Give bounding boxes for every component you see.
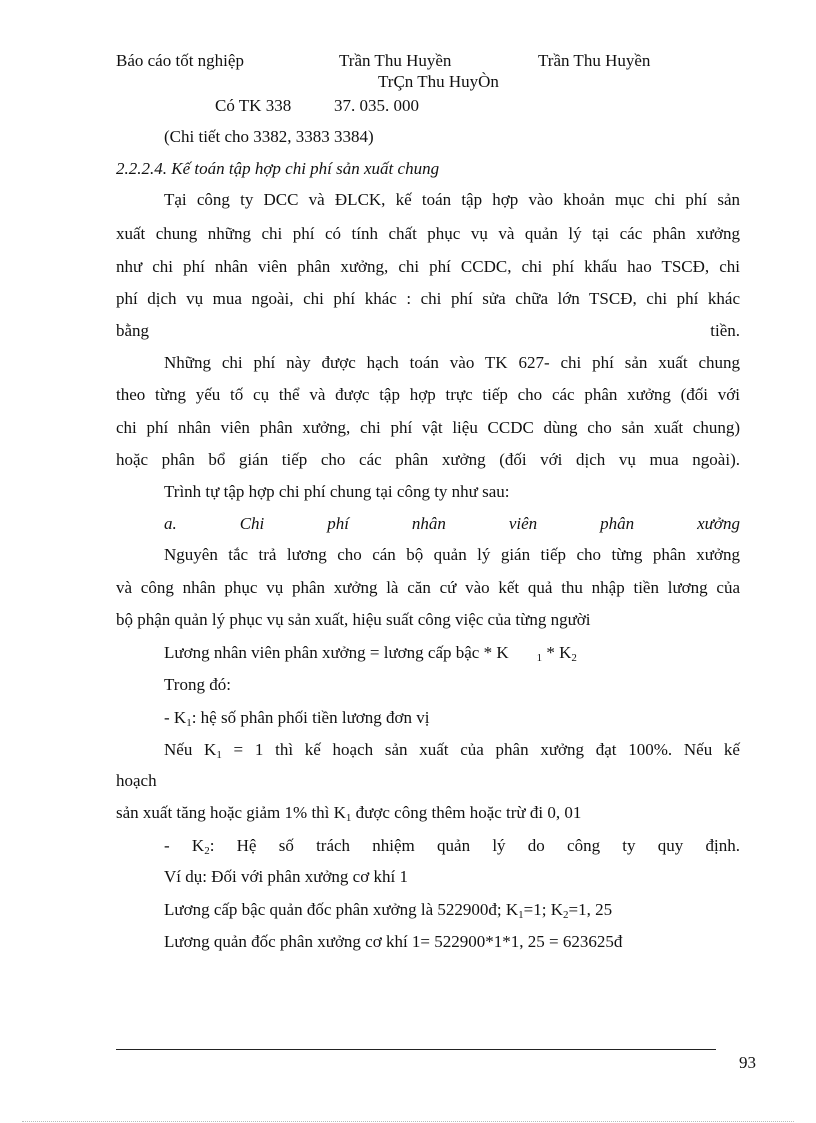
paragraph-line: và công nhân phục vụ phân xưởng là căn cứ vào kết quả thu nhập tiền lương của [116, 578, 740, 597]
neu-prefix: Nếu K [164, 740, 217, 759]
footer-divider [116, 1049, 716, 1050]
paragraph-line: hoạch [116, 771, 157, 790]
section-heading: 2.2.2.4. Kế toán tập hợp chi phí sản xuất chung [116, 159, 440, 178]
salary-formula [164, 643, 577, 663]
page-bottom-border [22, 1121, 794, 1122]
paragraph-line: Trong đó: [164, 675, 231, 694]
base-salary-line [164, 900, 612, 920]
sx-text: được công thêm hoặc trừ đi 0, 01 [351, 803, 582, 822]
sx-subscript: 1 [345, 812, 352, 824]
neu-subscript: 1 [216, 749, 222, 761]
base-salary-end: =1, 25 [568, 900, 613, 919]
neu-text: = 1 thì kế hoạch sản xuất của phân xưởng đạt 100%. Nếu kế [221, 740, 740, 759]
paragraph-line: hoặc phân bổ gián tiếp cho các phân xưởng (đối với dịch vụ mua ngoài). [116, 450, 740, 469]
paragraph-line: xuất chung những chi phí có tính chất phục vụ và quản lý tại các phân xưởng [116, 224, 740, 243]
sx-prefix: sản xuất tăng hoặc giảm 1% thì K [116, 803, 346, 822]
paragraph-line: Nguyên tắc trả lương cho cán bộ quản lý gián tiếp cho từng phân xưởng [164, 545, 740, 564]
base-salary-k1-sub: 1 [518, 909, 524, 921]
paragraph-line: Ví dụ: Đối với phân xưởng cơ khí 1 [164, 867, 408, 886]
paragraph-line: bằng tiền. [116, 321, 740, 340]
formula-text: Lương nhân viên phân xưởng = lương cấp bậc * K [164, 643, 509, 662]
k2-definition [164, 836, 740, 856]
journal-credit-account: Có TK 338 [215, 96, 292, 115]
k2-text: : Hệ số trách nhiệm quản lý do công ty quy định. [209, 836, 740, 855]
k1-condition [164, 740, 740, 760]
paragraph-line: Những chi phí này được hạch toán vào TK 627- chi phí sản xuất chung [164, 353, 740, 372]
header-author: Trần Thu Huyền [339, 51, 452, 70]
k2-prefix: - K [164, 836, 205, 855]
paragraph-line: chi phí nhân viên phân xưởng, chi phí vật liệu CCDC dùng cho sản xuất chung) [116, 418, 740, 437]
header-garbled-author: TrÇn Thu HuyÒn [378, 72, 499, 91]
paragraph-line: phí dịch vụ mua ngoài, chi phí khác : chi phí sửa chữa lớn TSCĐ, chi phí khác [116, 289, 740, 308]
formula-mid: * K [542, 643, 572, 662]
page-number: 93 [739, 1053, 756, 1072]
paragraph-line: như chi phí nhân viên phân xưởng, chi phí CCDC, chi phí khấu hao TSCĐ, chi [116, 257, 740, 276]
k1-subscript: 1 [186, 717, 192, 729]
header-left: Báo cáo tốt nghiệp [116, 51, 244, 70]
header-author-repeat: Trần Thu Huyền [538, 51, 651, 70]
paragraph-line: theo từng yếu tố cụ thể và được tập hợp trực tiếp cho các phân xưởng (đối với [116, 385, 740, 404]
formula-k2-subscript: 2 [571, 652, 577, 664]
k1-adjustment [116, 803, 581, 823]
detail-note: (Chi tiết cho 3382, 3383 3384) [164, 127, 374, 146]
k2-subscript: 2 [204, 845, 210, 857]
formula-k1-subscript: 1 [536, 652, 543, 664]
k1-text: : hệ số phân phối tiền lương đơn vị [191, 708, 430, 727]
paragraph-line: Trình tự tập hợp chi phí chung tại công ty như sau: [164, 482, 510, 501]
journal-credit-amount: 37. 035. 000 [334, 96, 419, 115]
k1-definition [164, 708, 430, 728]
foreman-salary-line: Lương quản đốc phân xưởng cơ khí 1= 522900*1*1, 25 = 623625đ [164, 932, 623, 951]
k1-prefix: - K [164, 708, 187, 727]
base-salary-mid: =1; K [523, 900, 563, 919]
base-salary-text: Lương cấp bậc quản đốc phân xưởng là 522900đ; K [164, 900, 519, 919]
subsection-heading: a. Chi phí nhân viên phân xưởng [164, 514, 740, 533]
paragraph-line: Tại công ty DCC và ĐLCK, kế toán tập hợp vào khoản mục chi phí sản [164, 190, 740, 209]
paragraph-line: bộ phận quản lý phục vụ sản xuất, hiệu suất công việc của từng người [116, 610, 591, 629]
base-salary-k2-sub: 2 [562, 909, 569, 921]
